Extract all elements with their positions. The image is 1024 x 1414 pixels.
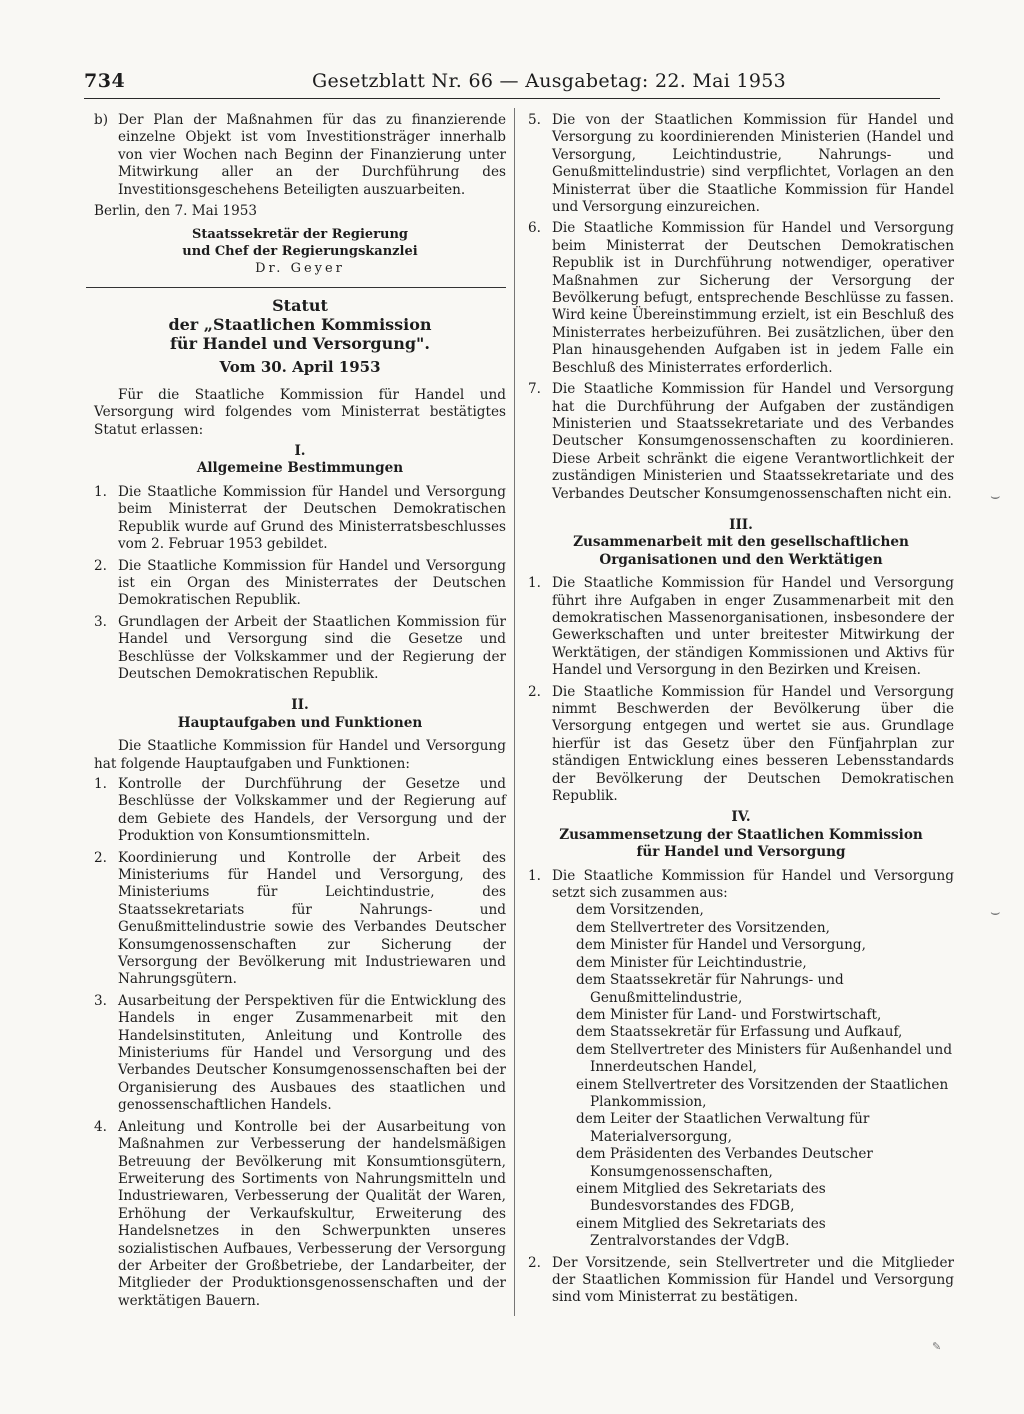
item-text: Die Staatliche Kommission für Handel und Versorgung beim Ministerrat der Deutschen Demokratischen Republik ist in Durchführung notwendiger, operativer Maßnahmen zur Sicherung der Versorgung der Bevölkerung befugt, entsprechende Beschlüsse zu fassen. Wird keine Übereinstimmung erzielt, ist ein Beschluß des Ministerrates herbeizuführen. Bei zusätzlichen, über den Plan hinausgehenden Aufgaben ist in jedem Falle ein Beschluß des Ministerrates erforderlich. [552,220,954,376]
list-item-b [94,112,506,199]
section-2-intro: Die Staatliche Kommission für Handel und Versorgung hat folgende Hauptaufgaben und Funktionen: [94,738,506,772]
list-item [94,614,506,684]
place-date: Berlin, den 7. Mai 1953 [94,203,258,220]
item-text: Die Staatliche Kommission für Handel und Versorgung hat die Durchführung der Aufgaben der zuständigen Ministerien und Staatssekretariate und des Verbandes Deutscher Konsumgenossenschaften zu koordinieren. Diese Arbeit schränkt die eigene Verantwortlichkeit der zuständigen Ministerien und Staatssekretariate und des Verbandes Deutscher Konsumgenossenschaften nicht ein. [552,381,954,502]
right-column [528,112,954,1311]
member-entry: dem Stellvertreter des Ministers für Außenhandel und Innerdeutschen Handel, [576,1041,953,1076]
item-number: 1. [94,775,107,792]
item-number: 3. [94,613,107,630]
member-entry: dem Stellvertreter des Vorsitzenden, [576,919,830,936]
signatory-title-1: Staatssekretär der Regierung [191,227,409,243]
item-number: 4. [94,1118,107,1135]
section-3-title-1: Zusammenarbeit mit den gesellschaftlichen [573,534,909,551]
list-item [94,993,506,1115]
member-entry: einem Stellvertreter des Vorsitzenden der Staatlichen Plankommission, [576,1076,949,1110]
item-number: 6. [528,220,541,237]
list-item [528,684,954,806]
signatory-title-2: und Chef der Regierungskanzlei [182,244,418,260]
member-entry: dem Leiter der Staatlichen Verwaltung für Materialversorgung, [576,1111,870,1145]
list-item [528,1255,954,1307]
member-entry: dem Staatssekretär für Nahrungs- und Genußmittelindustrie, [576,972,844,1006]
item-text: Kontrolle der Durchführung der Gesetze und Beschlüsse der Volkskammer und der Regierung auf dem Gebiete des Handels, der Versorgung und der Produktion von Konsumtionsmitteln. [118,775,506,845]
member-entry: einem Mitglied des Sekretariats des Zentralvorstandes der VdgB. [576,1215,826,1250]
member-list [528,902,954,1250]
section-4-title-2: für Handel und Versorgung [636,844,846,861]
item-text: Die Staatliche Kommission für Handel und Versorgung setzt sich zusammen aus: [552,867,954,902]
header-rule [84,98,940,99]
item-text: Der Plan der Maßnahmen für das zu finanzierende einzelne Objekt ist vom Investitionsträger innerhalb von vier Wochen nach Beginn der Finanzierung unter Mitwirkung aller an der Durchführung des Investitionsgeschehens Beteiligten auszuarbeiten. [118,112,506,198]
gazette-title: Gesetzblatt Nr. 66 — Ausgabetag: 22. Mai 1953 [312,70,787,92]
item-text: Die von der Staatlichen Kommission für Handel und Versorgung zu koordinierenden Ministerien (Handel und Versorgung, Leichtindustrie, Nahrungs- und Genußmittelindustrie) sind verpflichtet, Vorlagen an den Ministerrat über die Staatliche Kommission für Handel und Versorgung einzureichen. [552,112,954,216]
list-item [528,220,954,377]
section-4-title-1: Zusammensetzung der Staatlichen Kommission [559,826,923,843]
item-text: Ausarbeitung der Perspektiven für die Entwicklung des Handels in enger Zusammenarbeit mit den Handelsinstituten, Anleitung und Kontrolle des Ministeriums für Handel und Versorgung und des Verbandes Deutscher Konsumgenossenschaften bei der Organisierung des Ausbaues des staatlichen und genossenschaftlichen Handels. [118,992,506,1114]
section-2-title: Hauptaufgaben und Funktionen [177,714,423,731]
item-text: Die Staatliche Kommission für Handel und Versorgung ist ein Organ des Ministerrates der Deutschen Demokratischen Republik. [118,557,506,609]
member-entry: dem Minister für Land- und Forstwirtschaft, [576,1006,882,1023]
member-entry: einem Mitglied des Sekretariats des Bundesvorstandes des FDGB, [576,1180,826,1215]
margin-mark: ⌣ [990,902,1001,921]
statut-title-2: der „Staatlichen Kommission [168,315,432,335]
list-item [528,575,954,679]
item-number: 1. [94,483,107,500]
item-number: 2. [94,849,107,866]
item-text: Die Staatliche Kommission für Handel und Versorgung beim Ministerrat der Deutschen Demokratischen Republik wurde auf Grund des Ministerratsbeschlusses vom 2. Februar 1953 gebildet. [118,483,506,553]
statut-title-1: Statut [272,296,328,316]
margin-mark: ⌣ [990,486,1001,505]
left-column [94,112,506,1314]
list-item [528,112,954,216]
column-divider [514,108,515,1316]
item-text: Koordinierung und Kontrolle der Arbeit des Ministeriums für Handel und Versorgung, des Ministeriums für Leichtindustrie, des Staatssekretariats für Nahrungs- und Genußmittelindustrie sowie des Verbandes Deutscher Konsumgenossenschaften zur Sicherung der Versorgung der Bevölkerung mit Industriewaren und Nahrungsgütern. [118,849,506,988]
page-number: 734 [84,70,126,92]
section-1-title: Allgemeine Bestimmungen [196,460,404,477]
item-number: 7. [528,381,541,398]
item-text: Anleitung und Kontrolle bei der Ausarbeitung von Maßnahmen zur Verbesserung der handelsmäßigen Betreuung der Bevölkerung mit Konsumtionsgütern, Erweiterung des Sortiments von Nahrungsmitteln und Industriewaren, Verbesserung der Qualität der Waren, Erhöhung der Verkaufskultur, Erweiterung des Handelsnetzes in den Schwerpunkten unseres sozialistischen Aufbaues, Verbesserung der Versorgung der Arbeiter der Großbetriebe, der Landarbeiter, der Mitglieder der Produktionsgenossenschaften und der werktätigen Bauern. [118,1118,506,1309]
statut-title-3: für Handel und Versorgung". [170,334,430,354]
item-number: 2. [528,683,541,700]
item-text: Grundlagen der Arbeit der Staatlichen Kommission für Handel und Versorgung sind die Gesetze und Beschlüsse der Volkskammer und der Regierung der Deutschen Demokratischen Republik. [118,613,506,682]
list-item [94,776,506,846]
member-entry: dem Präsidenten des Verbandes Deutscher Konsumgenossenschaften, [576,1146,873,1180]
item-text: Der Vorsitzende, sein Stellvertreter und die Mitglieder der Staatlichen Kommission für Handel und Versorgung sind vom Ministerrat zu bestätigen. [552,1254,954,1306]
statut-date: Vom 30. April 1953 [219,358,381,377]
member-entry: dem Minister für Leichtindustrie, [576,954,807,971]
section-3-title-2: Organisationen und den Werktätigen [599,551,883,568]
item-number: 1. [528,575,541,592]
item-number: 5. [528,112,541,128]
item-text: Die Staatliche Kommission für Handel und Versorgung führt ihre Aufgaben in enger Zusammenarbeit mit den demokratischen Massenorganisationen, insbesondere der Gewerkschaften und unter breitester Mitwirkung der Werktätigen, der ständigen Kommissionen und Aktivs für Handel und Versorgung in den Bezirken und Kreisen. [552,575,954,679]
page-header [84,70,940,96]
section-1-number: I. [294,443,306,460]
item-label: b) [94,112,109,128]
statut-intro: Für die Staatliche Kommission für Handel und Versorgung wird folgendes vom Ministerrat bestätigtes Statut erlassen: [94,386,506,438]
list-item [94,1119,506,1310]
list-item [94,558,506,610]
margin-mark: ✎ [932,1340,942,1353]
section-divider [86,287,506,288]
signatory-name: Dr. Geyer [255,261,345,277]
member-entry: dem Staatssekretär für Erfassung und Aufkauf, [576,1024,903,1041]
list-item [528,381,954,503]
item-number: 1. [528,867,541,884]
item-number: 2. [94,557,107,574]
section-4-number: IV. [731,809,751,826]
member-entry: dem Minister für Handel und Versorgung, [576,937,866,954]
item-number: 3. [94,992,107,1009]
section-2-number: II. [291,697,309,714]
section-3-number: III. [729,516,753,533]
list-item [94,484,506,554]
list-item [94,850,506,989]
item-number: 2. [528,1254,541,1271]
list-item [528,868,954,903]
member-entry: dem Vorsitzenden, [576,902,704,919]
item-text: Die Staatliche Kommission für Handel und Versorgung nimmt Beschwerden der Bevölkerung über die Versorgung entgegen und wertet sie aus. Grundlage hierfür ist das Gesetz über den Fünfjahrplan zur ständigen Entwicklung eines besseren Lebensstandards der Bevölkerung der Deutschen Demokratischen Republik. [552,683,954,805]
